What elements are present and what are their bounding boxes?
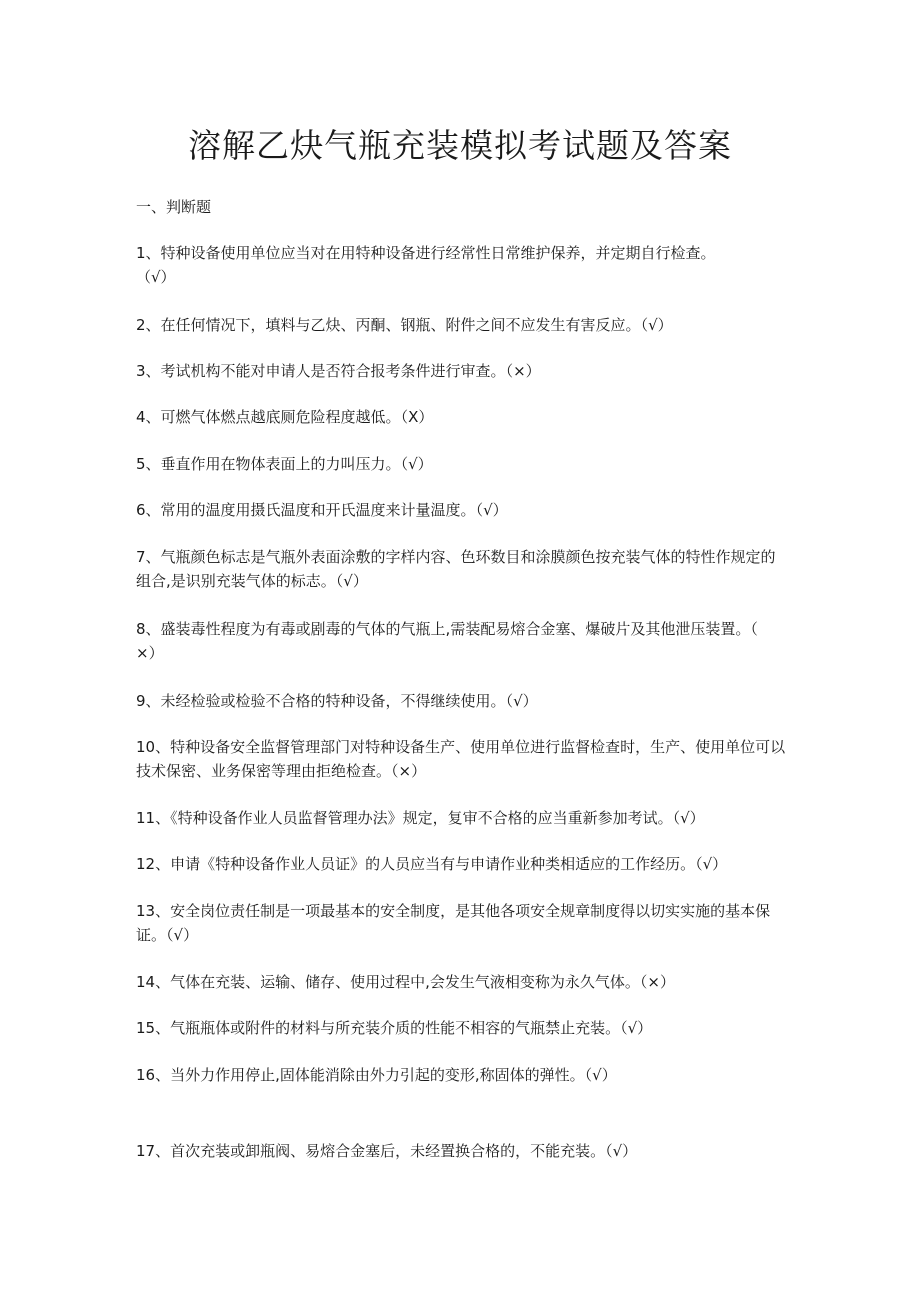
question-number: 16、: [136, 1066, 171, 1084]
question-answer: （√）: [400, 455, 433, 473]
question-text: 气瓶颜色标志是气瓶外表面涂敷的字样内容、色环数目和涂膜颜色按充装气体的特性作规定的组合,是识别充装气体的标志。: [136, 548, 776, 590]
question-item: [136, 241, 788, 289]
question-item: [136, 617, 788, 665]
page-title: 溶解乙炔气瓶充装模拟考试题及答案: [188, 126, 732, 165]
question-text: 垂直作用在物体表面上的力叫压力。: [160, 455, 401, 473]
question-item: [136, 1139, 788, 1163]
question-number: 8、: [136, 620, 161, 638]
question-item: [136, 899, 788, 947]
question-answer: （√）: [136, 268, 176, 286]
question-answer: （√）: [695, 855, 728, 873]
question-text: 《特种设备作业人员监督管理办法》规定，复审不合格的应当重新参加考试。: [170, 809, 673, 827]
question-answer: （√）: [505, 692, 538, 710]
question-number: 3、: [136, 362, 161, 380]
question-answer: （ ×）: [136, 620, 758, 662]
question-answer: （×）: [639, 973, 675, 991]
question-answer: （√）: [640, 316, 673, 334]
question-number: 11、: [136, 809, 171, 827]
question-text: 可燃气体燃点越底厕危险程度越低。: [160, 408, 401, 426]
question-text: 气体在充装、运输、储存、使用过程中,会发生气液相变称为永久气体。: [170, 973, 640, 991]
question-number: 5、: [136, 455, 161, 473]
question-number: 2、: [136, 316, 161, 334]
question-number: 1、: [136, 244, 161, 262]
question-text: 安全岗位责任制是一项最基本的安全制度，是其他各项安全规章制度得以切实实施的基本保证。: [136, 902, 771, 944]
question-number: 7、: [136, 548, 161, 566]
question-number: 10、: [136, 738, 171, 756]
question-answer: （√）: [475, 501, 508, 519]
question-item: [136, 806, 788, 830]
question-item: [136, 735, 788, 783]
question-item: [136, 313, 788, 337]
question-item: [136, 498, 788, 522]
question-answer: （×）: [391, 762, 427, 780]
question-answer: （√）: [584, 1066, 617, 1084]
question-number: 13、: [136, 902, 171, 920]
question-item: [136, 359, 788, 383]
question-text: 首次充装或卸瓶阀、易熔合金塞后，未经置换合格的，不能充装。: [170, 1142, 606, 1160]
question-text: 特种设备使用单位应当对在用特种设备进行经常性日常维护保养，并定期自行检查。: [160, 244, 716, 262]
question-number: 9、: [136, 692, 161, 710]
question-number: 6、: [136, 501, 161, 519]
question-text: 常用的温度用摄氏温度和开氏温度来计量温度。: [160, 501, 476, 519]
question-answer: （√）: [335, 572, 368, 590]
question-text: 特种设备安全监督管理部门对特种设备生产、使用单位进行监督检查时，生产、使用单位可以技术保密、业务保密等理由拒绝检查。: [136, 738, 786, 780]
question-item: [136, 405, 788, 429]
question-number: 12、: [136, 855, 171, 873]
question-text: 在任何情况下，填料与乙炔、丙酮、钢瓶、附件之间不应发生有害反应。: [160, 316, 641, 334]
question-item: [136, 545, 788, 593]
question-number: 15、: [136, 1019, 171, 1037]
question-item: [136, 689, 788, 713]
question-item: [136, 452, 788, 476]
question-text: 申请《特种设备作业人员证》的人员应当有与申请作业种类相适应的工作经历。: [170, 855, 696, 873]
question-answer: （√）: [672, 809, 705, 827]
question-item: [136, 970, 788, 994]
question-answer: （X）: [400, 408, 434, 426]
question-item: [136, 1063, 788, 1087]
question-answer: （√）: [166, 926, 199, 944]
question-number: 14、: [136, 973, 171, 991]
question-text: 气瓶瓶体或附件的材料与所充装介质的性能不相容的气瓶禁止充装。: [170, 1019, 621, 1037]
question-answer: （√）: [620, 1019, 653, 1037]
question-number: 17、: [136, 1142, 171, 1160]
question-text: 未经检验或检验不合格的特种设备，不得继续使用。: [160, 692, 506, 710]
question-text: 盛装毒性程度为有毒或剧毒的气体的气瓶上,需装配易熔合金塞、爆破片及其他泄压装置。: [160, 620, 751, 638]
question-item: [136, 1016, 788, 1040]
question-answer: （√）: [605, 1142, 638, 1160]
question-number: 4、: [136, 408, 161, 426]
question-text: 考试机构不能对申请人是否符合报考条件进行审查。: [160, 362, 506, 380]
question-answer: （×）: [505, 362, 541, 380]
question-item: [136, 852, 788, 876]
section-heading: 一、判断题: [136, 198, 212, 216]
question-text: 当外力作用停止,固体能消除由外力引起的变形,称固体的弹性。: [170, 1066, 585, 1084]
